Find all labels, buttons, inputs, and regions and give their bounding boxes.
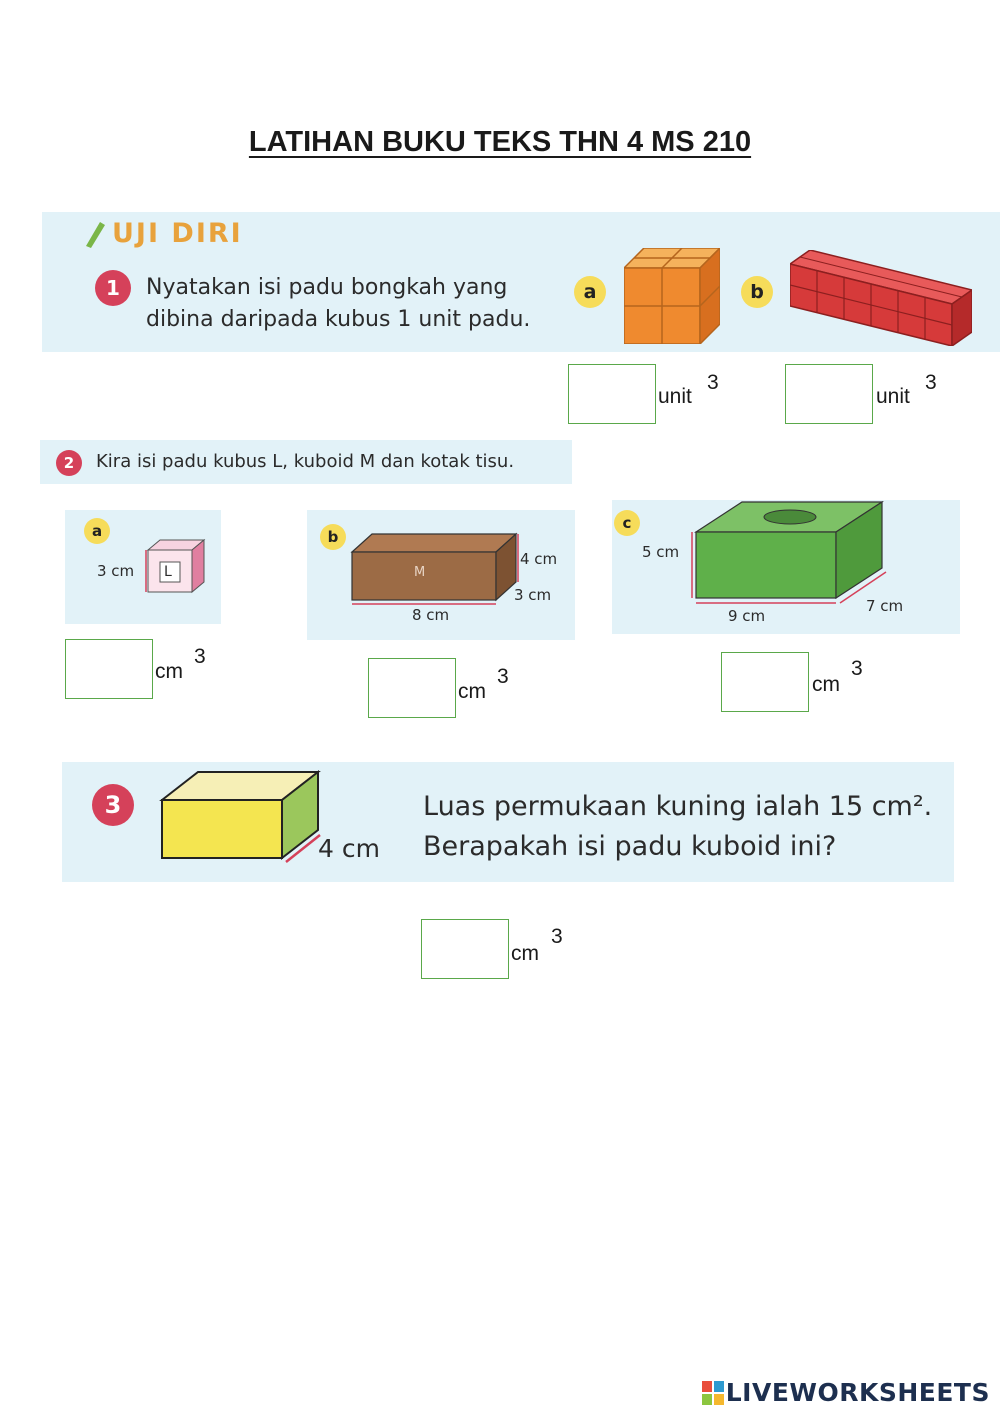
q3-dim-label: 4 cm (318, 834, 380, 863)
q1-long-block (790, 250, 972, 346)
q2b-shape-label: M (414, 565, 426, 580)
q2c-label: c (622, 514, 632, 532)
q3-number-badge (92, 784, 134, 826)
q2a-shape-label: L (164, 564, 172, 580)
q2b-cuboid (350, 530, 520, 610)
q2b-height-label: 4 cm (520, 550, 558, 568)
q3-text (423, 787, 932, 867)
q2-number: 2 (63, 454, 75, 472)
q2b-answer-exponent: 3 (497, 665, 509, 688)
q2a-cube (144, 538, 210, 594)
q2a-answer-exponent: 3 (194, 645, 206, 668)
q2c-answer-unit: cm (812, 673, 840, 696)
q2b-answer-unit: cm (458, 680, 486, 703)
q3-cuboid (158, 768, 324, 864)
q2c-length-label: 9 cm (728, 607, 766, 625)
q2a-dim-label: 3 cm (97, 562, 135, 580)
q1-answer-b-input[interactable] (785, 364, 873, 424)
q2-number-badge (56, 450, 82, 476)
q3-text-line1: Luas permukaan kuning ialah 15 cm². (423, 791, 933, 822)
q2b-label-badge (320, 524, 346, 550)
q2c-label-badge (614, 510, 640, 536)
q2a-answer-unit: cm (155, 660, 183, 683)
page-title-text: LATIHAN BUKU TEKS THN 4 MS 210 (248, 126, 752, 158)
q1-answer-b-unit: unit (876, 385, 910, 408)
q2c-tissue-opening (764, 510, 816, 524)
q1-label-b-badge (741, 276, 773, 308)
q2b-length-label: 8 cm (412, 606, 450, 624)
q1-label-a-badge (574, 276, 606, 308)
liveworksheets-logo (702, 1378, 990, 1407)
q2c-tissue-box (690, 500, 890, 610)
q3-number: 3 (104, 791, 122, 819)
q2b-depth-label: 3 cm (514, 586, 552, 604)
q2b-label: b (327, 528, 339, 546)
section-header-text: UJI DIRI (112, 217, 243, 249)
q1-cube-block (624, 248, 720, 344)
q1-answer-a-exponent: 3 (707, 371, 719, 394)
pencil-icon (82, 218, 108, 248)
q3-answer-exponent: 3 (551, 925, 563, 948)
q2-text: Kira isi padu kubus L, kuboid M dan kotak tisu. (96, 451, 515, 472)
q2a-label-badge (84, 518, 110, 544)
q1-answer-a-input[interactable] (568, 364, 656, 424)
q1-text-line1: Nyatakan isi padu bongkah yang (146, 275, 508, 300)
q2c-answer-input[interactable] (721, 652, 809, 712)
q1-answer-b-exponent: 3 (925, 371, 937, 394)
q2c-answer-exponent: 3 (851, 657, 863, 680)
q3-answer-input[interactable] (421, 919, 509, 979)
q1-text-line2: dibina daripada kubus 1 unit padu. (146, 307, 531, 332)
q1-label-a: a (583, 281, 597, 303)
q2b-answer-input[interactable] (368, 658, 456, 718)
q1-number: 1 (106, 276, 120, 300)
q3-answer-unit: cm (511, 942, 539, 965)
liveworksheets-logo-text: LIVEWORKSHEETS (725, 1378, 990, 1407)
q2a-label: a (91, 522, 103, 540)
liveworksheets-logo-icon (702, 1381, 724, 1405)
page-title (0, 126, 1000, 159)
q1-answer-a-unit: unit (658, 385, 692, 408)
q1-label-b: b (750, 281, 764, 303)
q3-text-line2: Berapakah isi padu kuboid ini? (423, 831, 837, 862)
q2c-height-label: 5 cm (642, 543, 680, 561)
q2a-answer-input[interactable] (65, 639, 153, 699)
q1-text (146, 272, 530, 336)
q1-number-badge (95, 270, 131, 306)
q2c-depth-label: 7 cm (866, 597, 904, 615)
uji-diri-header (82, 216, 243, 250)
